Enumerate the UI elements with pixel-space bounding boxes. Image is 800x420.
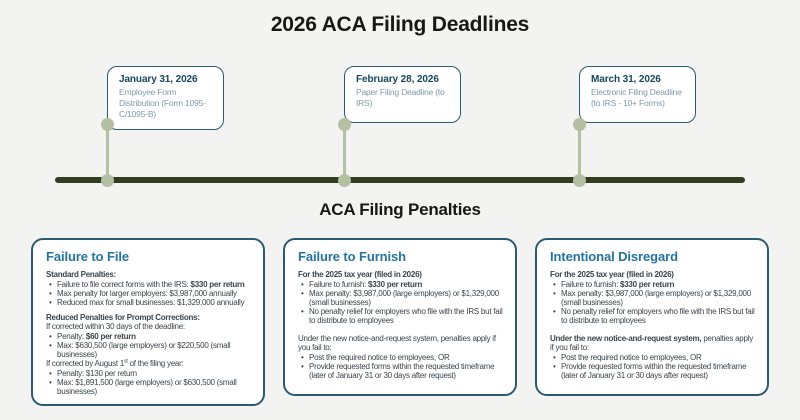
- text-segment: Reduced max for small businesses: $1,329,000 annually: [57, 298, 245, 308]
- bullet-list: [46, 280, 252, 307]
- text-segment: Failure to furnish:: [309, 280, 369, 290]
- deadline-card: [344, 66, 461, 123]
- bullet-list: [550, 280, 756, 325]
- connector-stem: [578, 124, 581, 178]
- connector-stem: [343, 124, 346, 178]
- bullet-item: [57, 341, 252, 359]
- axis-node-dot-icon: [101, 174, 114, 187]
- penalties-title: ACA Filing Penalties: [319, 200, 481, 219]
- penalties-section: [0, 238, 800, 420]
- bullet-item: [57, 298, 252, 307]
- bullet-item: [57, 369, 252, 378]
- text-segment: For the 2025 tax year (filed in 2026): [550, 270, 674, 279]
- bullet-item: [309, 362, 504, 380]
- text-segment: Failure to file correct forms with the IRS:: [57, 280, 191, 290]
- deadline-card: [107, 66, 224, 130]
- text-segment: Failure to furnish:: [561, 280, 621, 290]
- section-heading: [550, 270, 756, 279]
- connector-stem: [106, 124, 109, 178]
- text-segment: Provide requested forms within the requested timeframe (later of January 31 or 30 days after request): [561, 362, 747, 381]
- deadline-date: March 31, 2026: [591, 74, 661, 85]
- penalty-card-failure-to-file: [31, 238, 265, 406]
- deadline-description: Employee Form Distribution (Form 1095-C/1095-B): [119, 87, 206, 120]
- bullet-list: [46, 332, 252, 359]
- bullet-item: [309, 280, 504, 289]
- body-text: [46, 359, 252, 368]
- text-segment: Reduced Penalties for Prompt Corrections:: [46, 313, 200, 323]
- bullet-item: [309, 289, 504, 307]
- text-segment: Max penalty for larger employers: $3,987,000 annually: [57, 289, 237, 299]
- bullet-item: [57, 289, 252, 298]
- bullet-item: [57, 332, 252, 341]
- axis-node-dot-icon: [573, 174, 586, 187]
- bullet-item: [561, 353, 756, 362]
- text-segment: If corrected by August 1: [46, 359, 125, 369]
- text-segment: Penalty: $130 per return: [57, 369, 137, 379]
- text-segment: Under the new notice-and-request system,: [550, 334, 702, 344]
- bullet-list: [298, 353, 504, 380]
- text-segment: Standard Penalties:: [46, 270, 116, 279]
- penalty-card-body: [550, 270, 756, 380]
- text-segment: For the 2025 tax year (filed in 2026): [298, 270, 422, 279]
- text-segment: Provide requested forms within the requested timeframe (later of January 31 or 30 days after request): [309, 362, 495, 381]
- deadline-card: [579, 66, 696, 123]
- text-segment: Post the required notice to employees, OR: [561, 353, 702, 363]
- penalty-card-intentional-disregard: [535, 238, 769, 396]
- section-heading: [46, 313, 252, 322]
- deadline-description: Paper Filing Deadline (to IRS): [356, 87, 445, 109]
- bullet-list: [46, 369, 252, 396]
- deadline-date: January 31, 2026: [119, 74, 198, 85]
- penalty-card-body: [46, 270, 252, 396]
- body-text: [550, 334, 756, 352]
- section-heading: [298, 270, 504, 279]
- penalty-card-title: Failure to File: [46, 249, 130, 264]
- text-segment: No penalty relief for employers who file with the IRS but fail to distribute to employees: [561, 307, 755, 326]
- section-heading: [46, 270, 252, 279]
- bullet-item: [309, 353, 504, 362]
- penalty-card-title: Intentional Disregard: [550, 249, 678, 264]
- bullet-item: [309, 307, 504, 325]
- text-segment: Under the new notice-and-request system, penalties apply if you fail to:: [298, 334, 496, 353]
- text-segment: of the filing year:: [127, 359, 184, 369]
- bullet-item: [561, 280, 756, 289]
- text-segment: $330 per return: [190, 280, 245, 290]
- page-title: 2026 ACA Filing Deadlines: [270, 13, 530, 36]
- axis-node-dot-icon: [338, 174, 351, 187]
- text-segment: Max penalty: $3,987,000 (large employers) or $1,329,000 (small businesses): [561, 289, 751, 308]
- text-segment: If corrected within 30 days of the deadline:: [46, 322, 185, 332]
- bullet-item: [57, 378, 252, 396]
- text-segment: Max penalty: $3,987,000 (large employers) or $1,329,000 (small businesses): [309, 289, 499, 308]
- text-segment: Max: $630,500 (large employers) or $220,500 (small businesses): [57, 341, 231, 360]
- text-segment: st: [124, 358, 128, 365]
- penalty-card-failure-to-furnish: [283, 238, 517, 396]
- bullet-list: [550, 353, 756, 380]
- deadline-date: February 28, 2026: [356, 74, 439, 85]
- penalty-card-title: Failure to Furnish: [298, 249, 406, 264]
- bullet-item: [57, 280, 252, 289]
- text-segment: Penalty:: [57, 332, 86, 342]
- text-segment: penalties apply if you fail to:: [550, 334, 753, 353]
- text-segment: No penalty relief for employers who file with the IRS but fail to distribute to employees: [309, 307, 503, 326]
- bullet-item: [561, 289, 756, 307]
- bullet-item: [561, 307, 756, 325]
- penalty-card-body: [298, 270, 504, 380]
- timeline: [0, 0, 800, 200]
- text-segment: $330 per return: [368, 280, 423, 290]
- bullet-item: [561, 362, 756, 380]
- text-segment: Max: $1,891,500 (large employers) or $630,500 (small businesses): [57, 378, 237, 397]
- text-segment: $330 per return: [620, 280, 675, 290]
- body-text: [298, 334, 504, 352]
- text-segment: $60 per return: [85, 332, 136, 342]
- deadline-description: Electronic Filing Deadline (to IRS - 10+ Forms): [591, 87, 682, 109]
- bullet-list: [298, 280, 504, 325]
- text-segment: Post the required notice to employees, OR: [309, 353, 450, 363]
- body-text: [46, 322, 252, 331]
- timeline-axis: [55, 177, 745, 183]
